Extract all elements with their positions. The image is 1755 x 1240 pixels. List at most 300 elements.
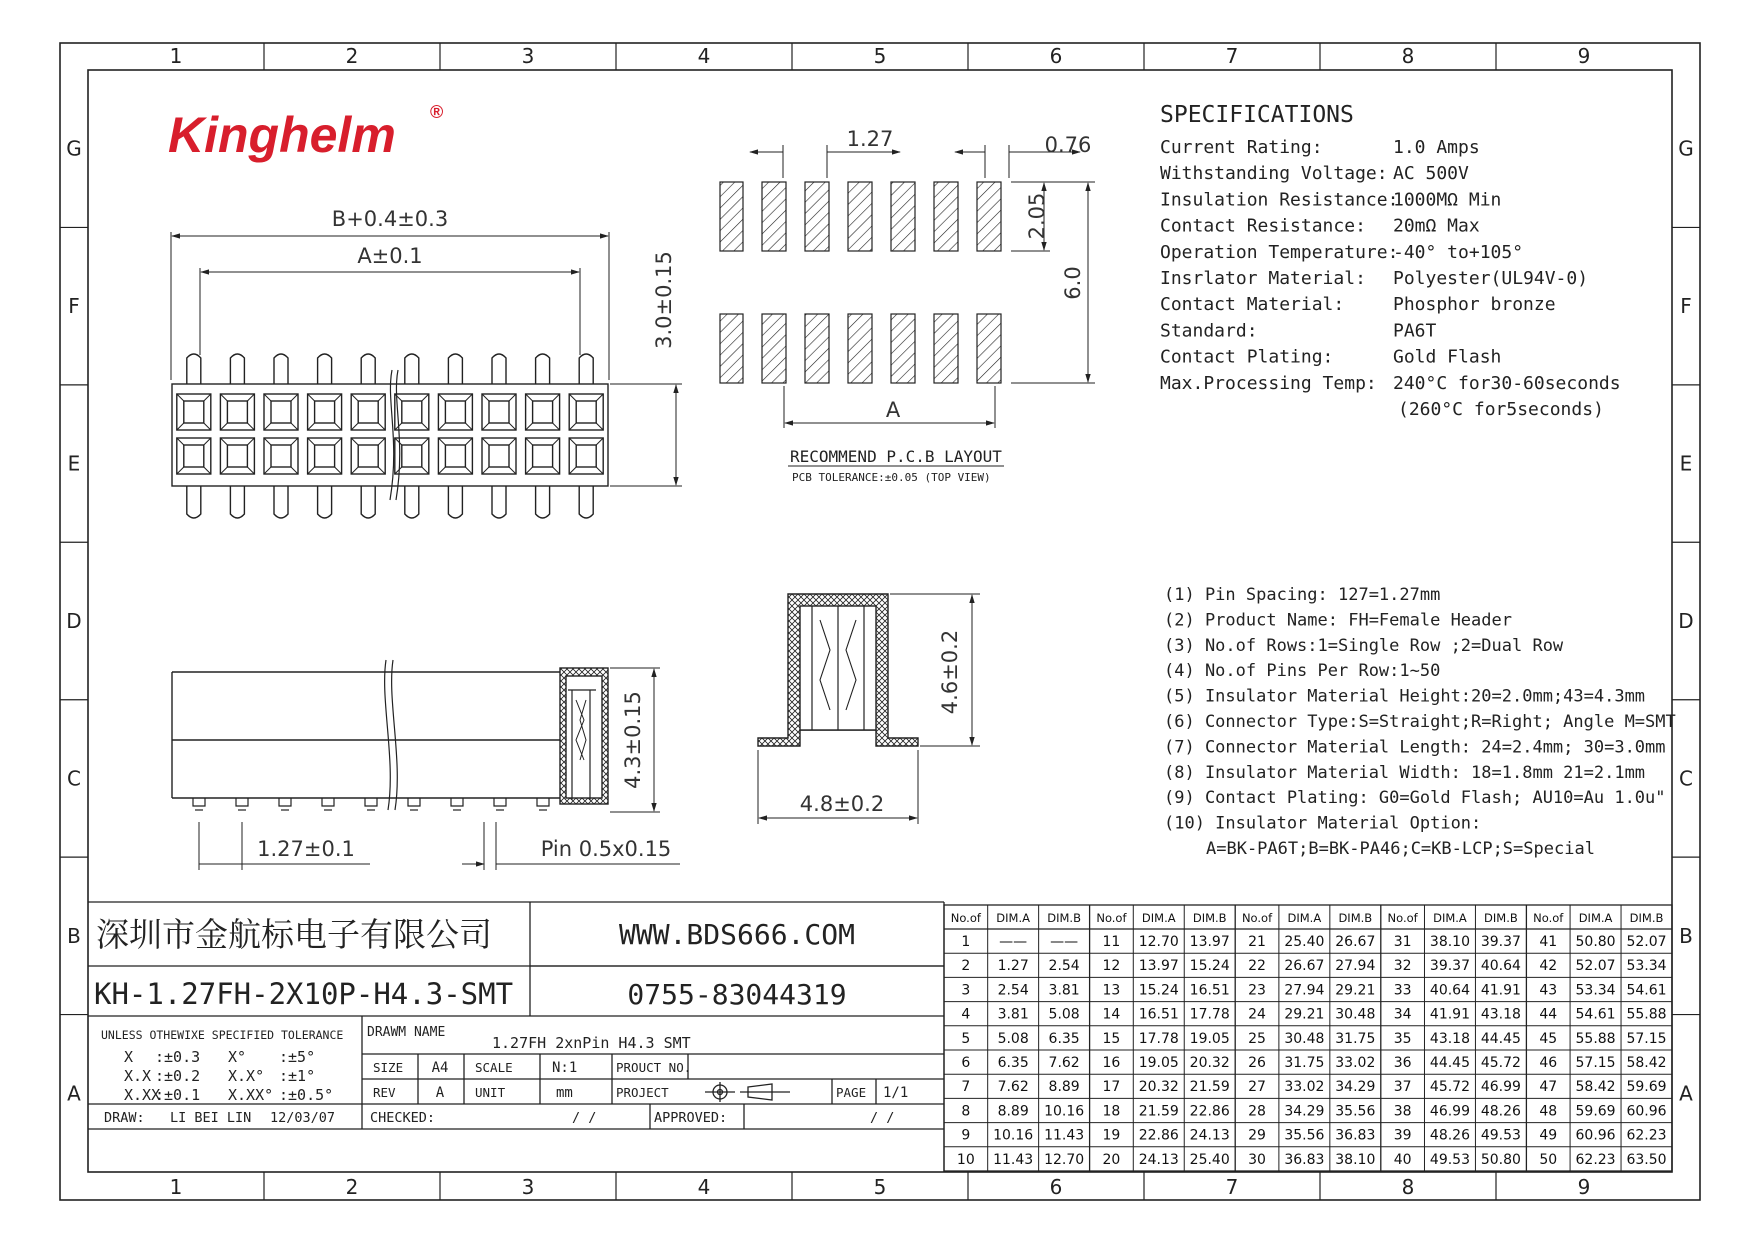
dim-table-cell: 42: [1539, 958, 1558, 975]
rev-label: REV: [373, 1085, 396, 1100]
zone-col-label-top: 3: [521, 44, 535, 68]
drawer-name: LI BEI LIN: [170, 1110, 252, 1126]
dim-table-cell: 49: [1539, 1127, 1558, 1144]
part-note: (4) No.of Pins Per Row:1~50: [1164, 661, 1441, 682]
zone-col-label-bottom: 8: [1401, 1175, 1415, 1199]
dim-table-cell: 36: [1393, 1055, 1412, 1071]
company-phone: 0755-83044319: [627, 978, 847, 1011]
dim-table-cell: 11.43: [993, 1151, 1034, 1168]
dim-table-cell: 38.10: [1429, 934, 1471, 950]
spec-value: -40° to+105°: [1393, 241, 1524, 263]
tolerance-linear-format: X: [124, 1048, 134, 1066]
pcb-pad: [848, 314, 872, 383]
dim-table-cell: 26.67: [1335, 934, 1376, 950]
dim-table-cell: 34.29: [1284, 1103, 1325, 1120]
dim-table-cell: 41.91: [1480, 982, 1521, 999]
dim-table-cell: 36.83: [1335, 1127, 1376, 1144]
dim-table-cell: 44: [1539, 1006, 1558, 1023]
dim-table-cell: 10: [956, 1151, 975, 1168]
dim-table-cell: 21.59: [1138, 1103, 1179, 1120]
dim-table-cell: 55.88: [1626, 1006, 1667, 1023]
dim-table-cell: 7.62: [997, 1079, 1029, 1096]
dim-table-cell: 6.35: [997, 1055, 1029, 1071]
spec-value: (260°C for5seconds): [1398, 399, 1604, 420]
dim-table-cell: 48: [1539, 1103, 1558, 1120]
dim-table-header: DIM.A: [1578, 911, 1613, 925]
tolerance-linear-value: :±0.3: [155, 1048, 201, 1066]
zone-col-label-bottom: 6: [1049, 1175, 1063, 1199]
dim-table-cell: 58.42: [1626, 1055, 1667, 1071]
page-label: PAGE: [836, 1085, 867, 1100]
dim-table-cell: 53.34: [1575, 982, 1616, 999]
pcb-pad: [934, 182, 958, 251]
part-note: (9) Contact Plating: G0=Gold Flash; AU10=Au 1.0u": [1164, 788, 1666, 809]
dim-table-cell: 15.24: [1138, 982, 1179, 999]
spec-label: Withstanding Voltage:: [1160, 163, 1388, 185]
pcb-pad: [720, 314, 743, 383]
contact-cavity-inner: [489, 445, 509, 467]
dim-table-cell: 43.18: [1429, 1030, 1471, 1047]
size-value: A4: [431, 1060, 449, 1076]
zone-row-label-right: A: [1679, 1081, 1693, 1106]
contact-cavity-inner: [271, 401, 291, 423]
dim-table-cell: 35.56: [1335, 1103, 1376, 1120]
zone-row-label-right: C: [1679, 766, 1693, 791]
dim-table-cell: 40.64: [1480, 958, 1521, 975]
dim-table-cell: 40.64: [1429, 982, 1471, 999]
spec-label: Contact Resistance:: [1160, 215, 1366, 237]
dim-table-cell: 24.13: [1138, 1151, 1179, 1168]
dim-table-cell: 45.72: [1429, 1079, 1471, 1096]
part-note: (2) Product Name: FH=Female Header: [1164, 610, 1512, 631]
dim-table-header: DIM.A: [1287, 911, 1322, 925]
dim-table-cell: 52.07: [1626, 934, 1667, 950]
spec-label: Contact Material:: [1160, 294, 1345, 316]
dim-table-cell: 58.42: [1575, 1079, 1616, 1096]
part-note: (1) Pin Spacing: 127=1.27mm: [1164, 585, 1441, 605]
dim-table-cell: 50: [1539, 1151, 1558, 1168]
dim-table-header: No.of: [950, 911, 981, 925]
zone-row-label-left: E: [67, 451, 81, 476]
drawn-name-label: DRAWM NAME: [367, 1025, 446, 1040]
dim-table-header: DIM.B: [1338, 911, 1373, 925]
dim-table-cell: 10.16: [1044, 1103, 1085, 1120]
dim-table-header: No.of: [1096, 911, 1127, 925]
dim-table-cell: 13: [1102, 982, 1121, 999]
zone-row-label-right: G: [1678, 136, 1694, 161]
dim-table-cell: 50.80: [1480, 1151, 1521, 1168]
pcb-pad: [720, 182, 743, 251]
zone-row-label-left: C: [67, 766, 81, 791]
zone-col-label-top: 2: [345, 44, 359, 68]
pcb-pad-length-label: 2.05: [1025, 192, 1049, 240]
spec-value: AC 500V: [1393, 163, 1469, 185]
zone-row-label-right: F: [1680, 294, 1692, 319]
contact-cavity-inner: [358, 401, 378, 423]
pcb-pad: [762, 182, 786, 251]
dim-table-header: DIM.A: [996, 911, 1031, 925]
zone-col-label-top: 5: [873, 44, 887, 68]
dim-table-cell: 1: [961, 934, 971, 950]
side-pin-foot: [322, 798, 334, 806]
dim-table-cell: 47: [1539, 1079, 1558, 1096]
dim-table-cell: 5.08: [997, 1030, 1029, 1047]
contact-cavity-inner: [315, 401, 335, 423]
contact-cavity-inner: [533, 445, 553, 467]
draw-date: 12/03/07: [270, 1110, 336, 1126]
zone-row-label-right: E: [1679, 451, 1693, 476]
dim-table-cell: 24: [1248, 1006, 1266, 1023]
dim-table-cell: 55.88: [1575, 1030, 1616, 1047]
dim-table-cell: 27.94: [1335, 958, 1376, 975]
product-no-label: PROUCT NO.: [616, 1060, 692, 1075]
dim-table-cell: 59.69: [1626, 1079, 1667, 1096]
dim-table-cell: 41.91: [1429, 1006, 1471, 1023]
dim-table-cell: 19.05: [1138, 1055, 1179, 1071]
dim-table-cell: 29.21: [1335, 982, 1376, 999]
part-note: (7) Connector Material Length: 24=2.4mm; 30=3.0mm: [1164, 737, 1666, 758]
contact-cavity-inner: [184, 401, 204, 423]
dim-table-cell: 45.72: [1480, 1055, 1521, 1071]
tolerance-title: UNLESS OTHEWIXE SPECIFIED TOLERANCE: [101, 1028, 344, 1042]
pcb-pitch-label: 1.27: [846, 127, 894, 151]
tolerance-angular-format: X.XX°: [228, 1086, 274, 1104]
dim-table-cell: 23: [1248, 982, 1266, 999]
dim-table-cell: ——: [1050, 934, 1079, 950]
dim-table-cell: 15: [1102, 1030, 1121, 1047]
dim-table-cell: 57.15: [1575, 1055, 1616, 1071]
side-pin-foot: [537, 798, 549, 806]
dim-table-cell: 5: [961, 1030, 971, 1047]
dim-table-cell: 8: [961, 1103, 971, 1120]
dim-table-cell: 21.59: [1189, 1079, 1230, 1096]
dim-table-cell: 12.70: [1044, 1151, 1085, 1168]
dim-table-cell: 33: [1393, 982, 1412, 999]
tolerance-linear-value: :±0.2: [155, 1067, 201, 1085]
page-value: 1/1: [883, 1085, 909, 1101]
zone-col-label-top: 1: [169, 44, 183, 68]
pcb-pad: [805, 314, 829, 383]
dim-table-cell: 25: [1248, 1030, 1266, 1047]
pcb-tolerance-note: PCB TOLERANCE:±0.05 (TOP VIEW): [792, 471, 991, 484]
dim-table-cell: 60.96: [1575, 1127, 1616, 1144]
spec-value: 240°C for30-60seconds: [1393, 372, 1621, 394]
part-note: (6) Connector Type:S=Straight;R=Right; Angle M=SMT: [1164, 712, 1676, 732]
spec-value: PA6T: [1393, 320, 1437, 342]
side-height-label: 4.3±0.15: [621, 691, 645, 789]
front-pin-bottom: [187, 486, 201, 518]
dim-table-cell: 62.23: [1575, 1151, 1616, 1168]
dim-table-cell: 3.81: [997, 1006, 1029, 1023]
dim-table-cell: 30.48: [1335, 1006, 1376, 1023]
zone-row-label-right: B: [1679, 923, 1693, 948]
dim-table-cell: 34: [1393, 1006, 1412, 1023]
dim-table-cell: 48.26: [1480, 1103, 1521, 1120]
dim-table-header: DIM.B: [1629, 911, 1664, 925]
dim-table-cell: 14: [1102, 1006, 1121, 1023]
dim-table-cell: 57.15: [1626, 1030, 1667, 1047]
company-website: WWW.BDS666.COM: [618, 918, 856, 951]
zone-col-label-top: 7: [1225, 44, 1239, 68]
pcb-row-span-label: 6.0: [1061, 266, 1085, 300]
zone-col-label-top: 8: [1401, 44, 1415, 68]
dim-table-cell: 24.13: [1189, 1127, 1230, 1144]
dim-table-cell: 13.97: [1138, 958, 1179, 975]
dim-table-cell: 8.89: [997, 1103, 1029, 1120]
part-note: (8) Insulator Material Width: 18=1.8mm 21=2.1mm: [1164, 762, 1646, 783]
unit-label: UNIT: [475, 1085, 506, 1100]
pcb-pad: [891, 182, 915, 251]
zone-row-label-right: D: [1678, 609, 1694, 633]
dim-a-label: A±0.1: [357, 244, 423, 268]
side-pin-foot: [451, 798, 463, 806]
spec-value: Polyester(UL94V-0): [1393, 268, 1589, 289]
part-number-notes: [1164, 585, 1676, 859]
dim-table-cell: 46.99: [1429, 1103, 1471, 1120]
dim-table-header: DIM.B: [1484, 911, 1518, 925]
dim-table-cell: 38: [1393, 1103, 1412, 1120]
dim-table-header: No.of: [1387, 911, 1418, 925]
zone-col-label-top: 9: [1577, 44, 1591, 68]
dim-table-cell: 19: [1102, 1127, 1121, 1144]
dim-table-cell: 59.69: [1575, 1103, 1616, 1120]
pcb-pad: [848, 182, 872, 251]
dim-table-cell: 1.27: [997, 958, 1029, 975]
logo-text: Kinghelm: [168, 107, 396, 163]
dim-table-cell: 22.86: [1138, 1127, 1179, 1144]
dim-table-cell: 16.51: [1189, 982, 1230, 999]
dim-table-cell: 31.75: [1335, 1030, 1376, 1047]
dim-table-header: DIM.B: [1192, 911, 1227, 925]
front-pin-top: [536, 354, 550, 384]
dim-table-cell: 52.07: [1575, 958, 1616, 975]
pcb-pad: [977, 314, 1001, 383]
dim-table-cell: 33.02: [1284, 1079, 1325, 1096]
dim-table-cell: 49.53: [1480, 1127, 1521, 1144]
part-note: A=BK-PA6T;B=BK-PA46;C=KB-LCP;S=Special: [1206, 839, 1595, 859]
dim-table-header: DIM.B: [1047, 911, 1081, 925]
dim-table-cell: 29: [1248, 1127, 1266, 1144]
dim-table-cell: 9: [961, 1127, 971, 1144]
spec-label: Max.Processing Temp:: [1160, 372, 1377, 394]
dim-table-cell: 22.86: [1189, 1103, 1230, 1120]
dim-table-cell: 54.61: [1626, 982, 1667, 999]
dim-table-cell: 48.26: [1429, 1127, 1471, 1144]
zone-col-label-bottom: 4: [697, 1175, 711, 1199]
dim-table-cell: 40: [1393, 1151, 1412, 1168]
dimension-table: [944, 905, 1672, 1171]
dim-table-cell: 30.48: [1284, 1030, 1325, 1047]
dim-table-cell: 22: [1248, 958, 1266, 975]
dim-table-cell: 27: [1248, 1079, 1266, 1096]
front-pin-top: [274, 354, 288, 384]
pcb-pad: [977, 182, 1001, 251]
contact-cavity-inner: [358, 445, 378, 467]
unit-value: mm: [556, 1085, 573, 1101]
zone-col-label-bottom: 5: [873, 1175, 887, 1199]
dim-table-cell: 18: [1102, 1103, 1121, 1120]
contact-cavity-inner: [445, 445, 465, 467]
spec-value: Phosphor bronze: [1393, 294, 1556, 316]
dim-table-cell: 19.05: [1189, 1030, 1230, 1047]
dim-table-cell: 20.32: [1189, 1055, 1230, 1071]
zone-col-label-bottom: 1: [169, 1175, 183, 1199]
spec-value: 20mΩ Max: [1393, 215, 1480, 237]
pcb-layout-title: RECOMMEND P.C.B LAYOUT: [790, 447, 1002, 466]
spec-value: 1000MΩ Min: [1393, 189, 1502, 211]
tolerance-linear-value: :±0.1: [155, 1086, 201, 1104]
zone-row-label-left: F: [68, 294, 80, 319]
front-pin-bottom: [274, 486, 288, 518]
contact-cavity-inner: [445, 401, 465, 423]
dim-table-cell: 11.43: [1044, 1127, 1085, 1144]
dim-table-cell: 46.99: [1480, 1079, 1521, 1096]
dim-table-cell: 21: [1248, 934, 1266, 950]
dim-table-cell: 45: [1539, 1030, 1558, 1047]
dim-table-cell: 28: [1248, 1103, 1266, 1120]
dim-table-cell: 35: [1393, 1030, 1412, 1047]
zone-row-label-left: B: [67, 923, 81, 948]
dim-table-cell: 46: [1539, 1055, 1558, 1071]
zone-row-label-left: A: [67, 1081, 81, 1106]
third-angle-projection-symbol: [705, 1082, 790, 1102]
drawn-name: 1.27FH 2xnPin H4.3 SMT: [492, 1034, 691, 1052]
dim-table-cell: 29.21: [1284, 1006, 1325, 1023]
spec-label: Insulation Resistance:: [1160, 189, 1399, 211]
dim-table-cell: 2.54: [1048, 958, 1080, 975]
zone-col-label-bottom: 3: [521, 1175, 535, 1199]
dim-table-cell: 11: [1102, 934, 1121, 950]
contact-cavity-inner: [227, 445, 247, 467]
front-pin-top: [405, 354, 419, 384]
dim-table-header: DIM.A: [1433, 911, 1467, 925]
dim-table-cell: 34.29: [1335, 1079, 1376, 1096]
front-pin-bottom: [579, 486, 593, 518]
front-pin-bottom: [361, 486, 375, 518]
front-pin-bottom: [492, 486, 506, 518]
side-pin-foot: [279, 798, 291, 806]
dim-table-header: No.of: [1241, 911, 1273, 925]
part-note: (3) No.of Rows:1=Single Row ;2=Dual Row: [1164, 635, 1564, 656]
front-pin-top: [187, 354, 201, 384]
pcb-pad: [805, 182, 829, 251]
side-pin-foot: [365, 798, 377, 806]
front-pin-bottom: [230, 486, 244, 518]
contact-cavity-inner: [533, 401, 553, 423]
contact-cavity-inner: [489, 401, 509, 423]
kinghelm-logo: [168, 102, 443, 163]
dim-table-cell: 26.67: [1284, 958, 1325, 975]
side-pin-foot: [236, 798, 248, 806]
contact-cavity-inner: [576, 445, 596, 467]
dim-table-cell: 6.35: [1048, 1030, 1080, 1047]
scale-label: SCALE: [475, 1060, 513, 1075]
part-number: KH-1.27FH-2X10P-H4.3-SMT: [94, 977, 514, 1011]
zone-col-label-bottom: 9: [1577, 1175, 1591, 1199]
dim-table-cell: 43.18: [1480, 1006, 1521, 1023]
dim-table-cell: 25.40: [1189, 1151, 1230, 1168]
specifications-title: SPECIFICATIONS: [1160, 102, 1354, 128]
dim-table-cell: 50.80: [1575, 934, 1616, 950]
dim-table-cell: 13.97: [1189, 934, 1230, 950]
zone-row-label-left: D: [66, 609, 82, 633]
dim-table-cell: 44.45: [1480, 1030, 1521, 1047]
dim-table-header: No.of: [1533, 911, 1564, 925]
front-pin-top: [579, 354, 593, 384]
dim-table-cell: 12.70: [1138, 934, 1179, 950]
tolerance-angular-value: :±0.5°: [279, 1086, 334, 1104]
front-pin-top: [230, 354, 244, 384]
dim-table-cell: 43: [1539, 982, 1558, 999]
tolerance-angular-value: :±1°: [279, 1067, 316, 1085]
side-pin-foot: [408, 798, 420, 806]
side-pin-label: Pin 0.5x0.15: [540, 837, 672, 861]
side-pin-foot: [494, 798, 506, 806]
tolerance-angular-format: X.X°: [228, 1067, 265, 1085]
dim-table-cell: 37: [1393, 1079, 1412, 1096]
scale-value: N:1: [552, 1060, 578, 1076]
pcb-pad-width-label: 0.76: [1044, 133, 1092, 157]
dim-table-cell: 63.50: [1626, 1151, 1667, 1168]
front-view: [171, 232, 682, 518]
zone-col-label-bottom: 2: [345, 1175, 359, 1199]
dim-b-label: B+0.4±0.3: [331, 207, 449, 231]
company-name: 深圳市金航标电子有限公司: [96, 915, 492, 954]
dim-table-cell: 7.62: [1048, 1055, 1080, 1071]
tolerance-angular-value: :±5°: [279, 1048, 316, 1066]
pcb-pad: [891, 314, 915, 383]
side-pin-foot: [193, 798, 205, 806]
contact-cavity-inner: [402, 401, 422, 423]
dim-table-cell: 32: [1393, 958, 1412, 975]
dim-table-cell: 17: [1102, 1079, 1121, 1096]
part-note: (10) Insulator Material Option:: [1164, 813, 1482, 834]
dim-table-cell: 17.78: [1189, 1006, 1230, 1023]
dim-table-cell: 15.24: [1189, 958, 1230, 975]
tolerance-linear-format: X.XX: [124, 1086, 161, 1104]
contact-cavity-inner: [576, 401, 596, 423]
dim-table-cell: 20.32: [1138, 1079, 1179, 1096]
dim-table-cell: 38.10: [1335, 1151, 1376, 1168]
dim-table-cell: 53.34: [1626, 958, 1667, 975]
dim-table-cell: 33.02: [1335, 1055, 1376, 1071]
dim-table-cell: ——: [999, 934, 1028, 950]
rev-value: A: [435, 1085, 445, 1101]
dim-table-cell: 39.37: [1429, 958, 1471, 975]
dim-table-cell: 49.53: [1429, 1151, 1471, 1168]
dim-table-cell: 31: [1393, 934, 1412, 950]
dim-table-cell: 35.56: [1284, 1127, 1325, 1144]
front-pin-bottom: [448, 486, 462, 518]
dim-table-cell: 12: [1102, 958, 1121, 975]
front-pin-bottom: [318, 486, 332, 518]
spec-label: Contact Plating:: [1160, 346, 1334, 368]
dim-table-cell: 30: [1248, 1151, 1266, 1168]
spec-value: Gold Flash: [1393, 346, 1502, 368]
tolerance-linear-format: X.X: [124, 1067, 152, 1085]
specifications-list: [1160, 137, 1621, 420]
size-label: SIZE: [373, 1060, 404, 1075]
dim-table-cell: 3.81: [1048, 982, 1080, 999]
dim-table-cell: 39: [1393, 1127, 1412, 1144]
front-pin-top: [361, 354, 375, 384]
approved-label: APPROVED:: [654, 1110, 728, 1126]
draw-label: DRAW:: [104, 1110, 145, 1126]
contact-cavity-inner: [315, 445, 335, 467]
pcb-dim-a-label: A: [885, 398, 901, 422]
dim-table-cell: 20: [1102, 1151, 1121, 1168]
contact-cavity-inner: [227, 401, 247, 423]
